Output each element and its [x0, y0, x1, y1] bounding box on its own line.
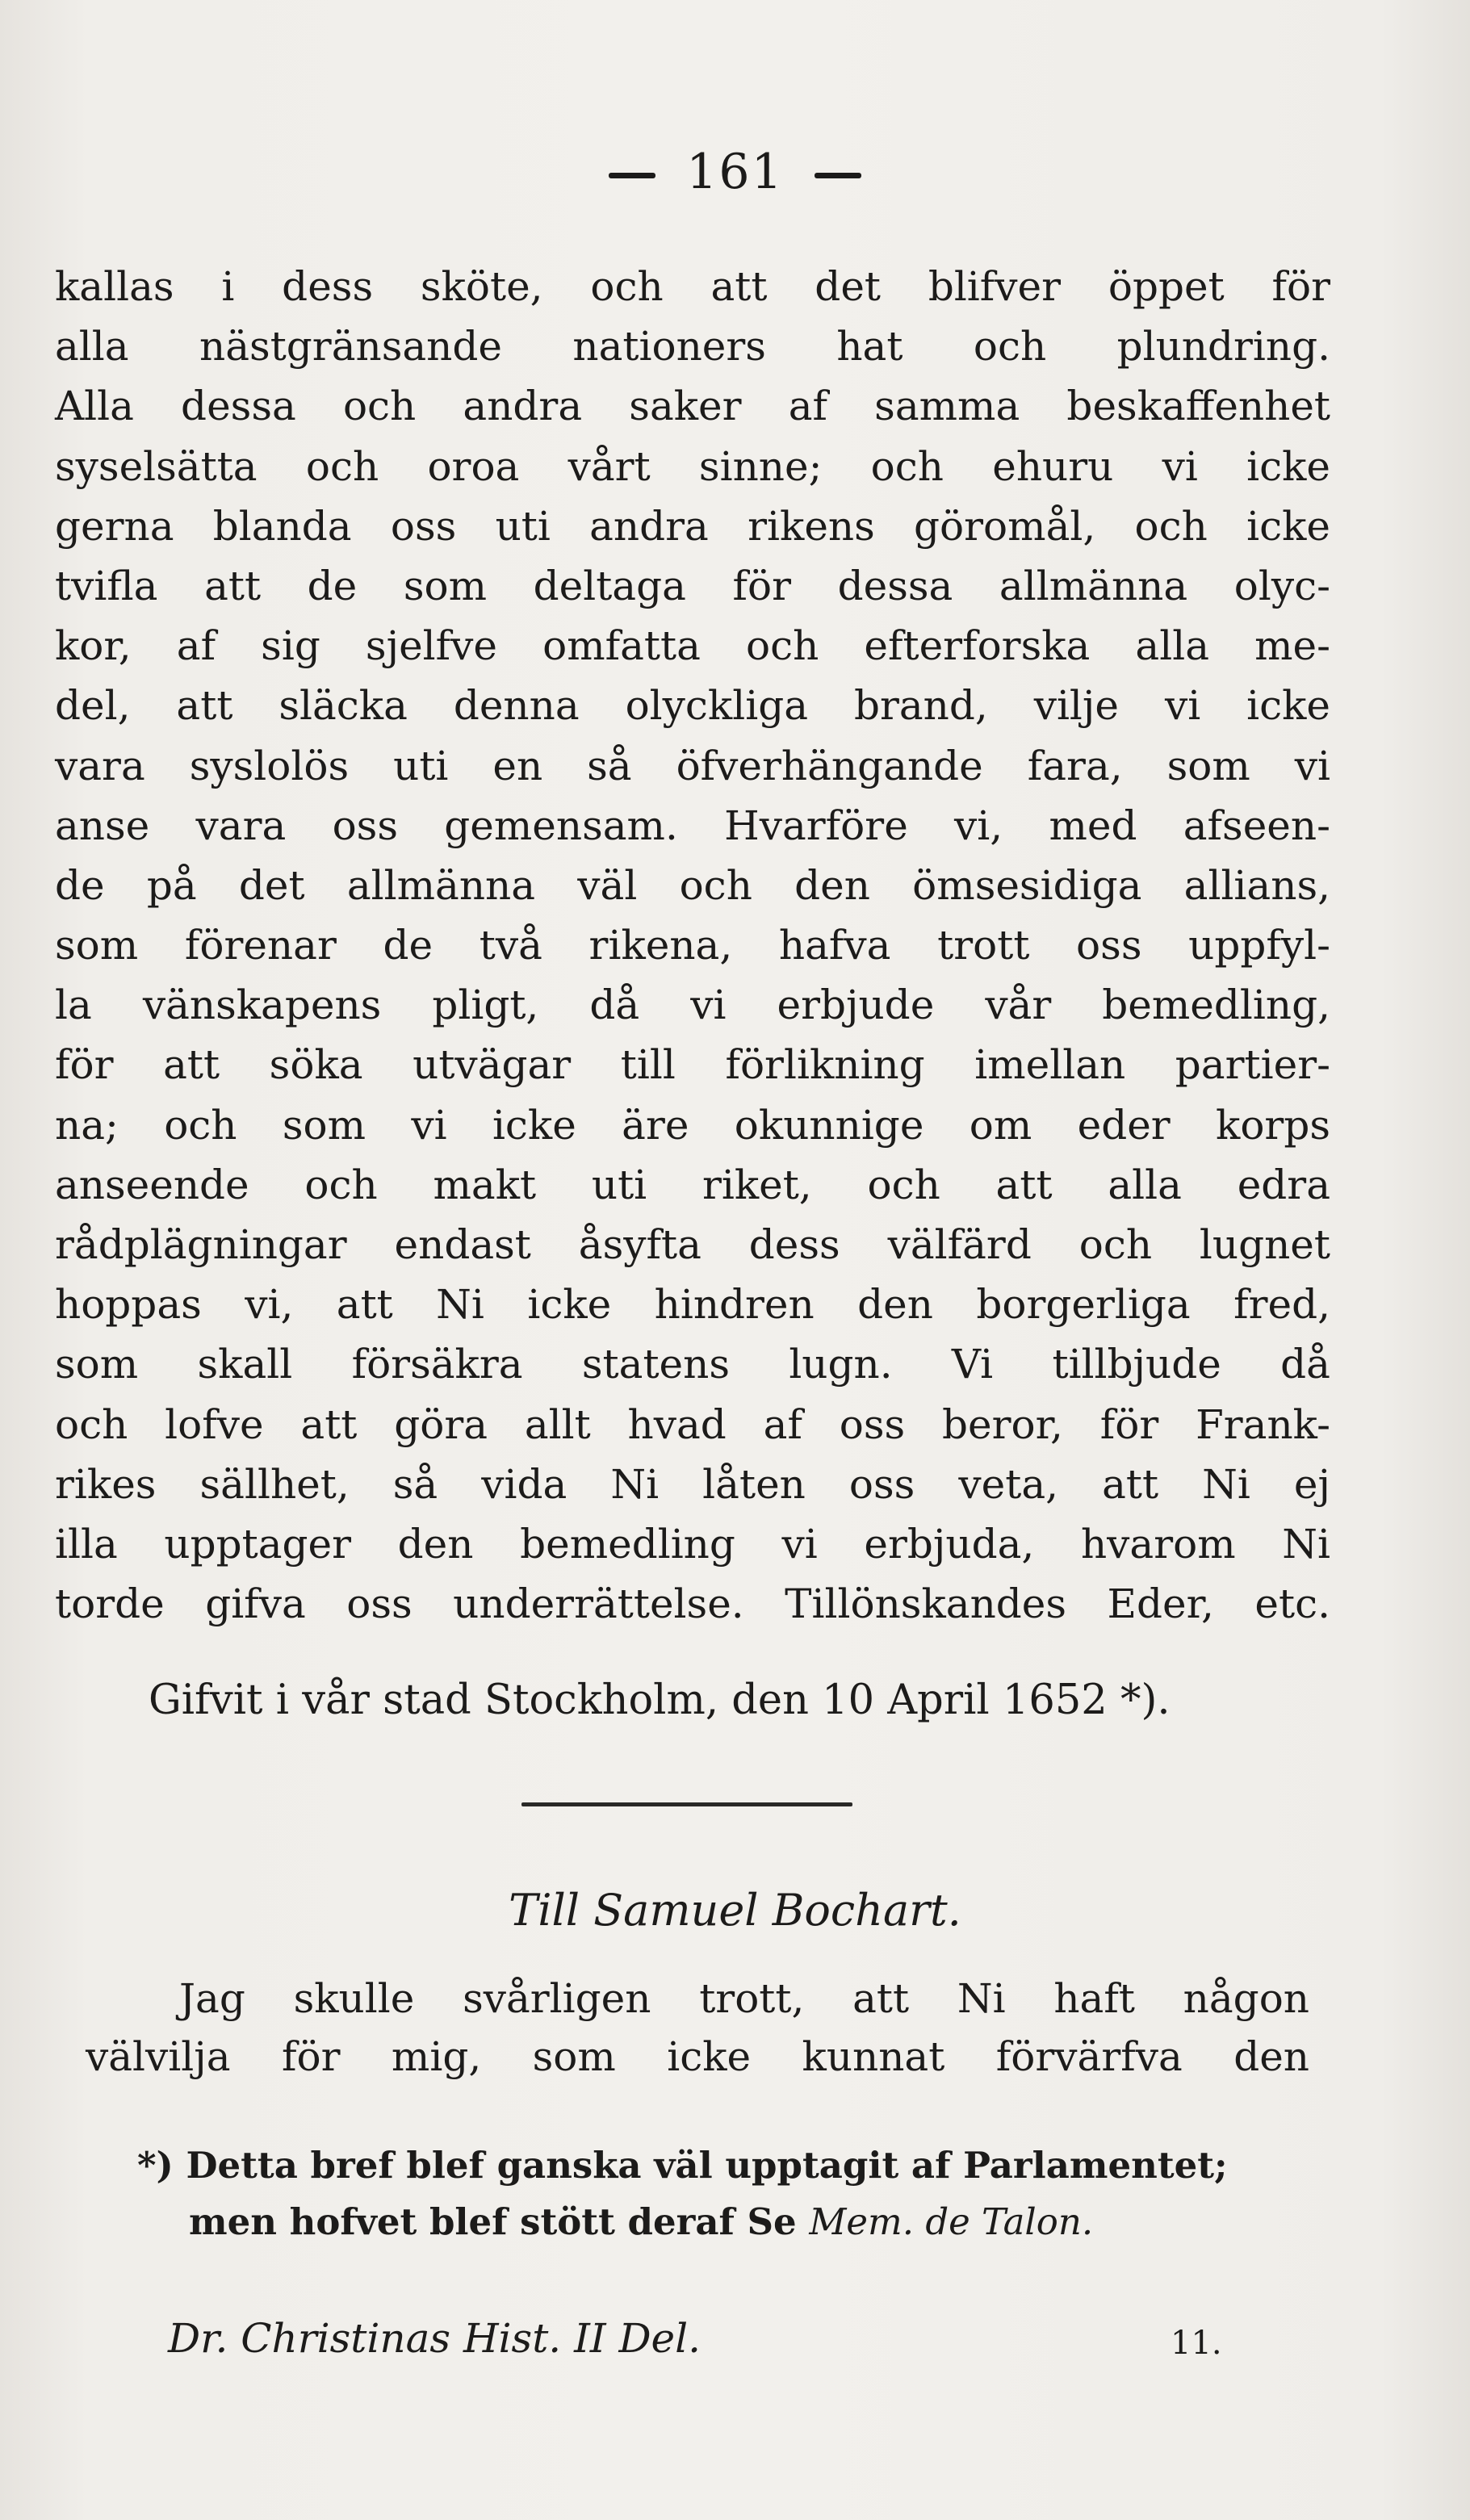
text-line: del, att släcka denna olyckliga brand, vilje vi icke [55, 682, 1330, 730]
footnote-citation: Mem. de Talon. [809, 2200, 1094, 2243]
text-line: na; och som vi icke äre okunnige om eder korps [55, 1101, 1330, 1149]
text-line: tvifla att de som deltaga för dessa allmänna olyc- [55, 562, 1330, 609]
letter-line: välvilja för mig, som icke kunnat förvärfva den [86, 2033, 1309, 2080]
text-line: gerna blanda oss uti andra rikens göromål, och icke [55, 502, 1330, 550]
letter-text-block [86, 1970, 1309, 2086]
page-number-header [0, 144, 1470, 200]
signature-mark: 11. [1171, 2325, 1222, 2362]
letter-heading: Till Samuel Bochart. [509, 1885, 961, 1936]
text-line: Alla dessa och andra saker af samma beskaffenhet [55, 383, 1330, 430]
footnote-line: *) Detta bref blef ganska väl upptagit af Parlamentet; [137, 2144, 1228, 2187]
text-line: kor, af sig sjelfve omfatta och efterforska alla me- [55, 622, 1330, 670]
right-dash-ornament [815, 173, 861, 178]
text-line: för att söka utvägar till förlikning imellan partier- [55, 1041, 1330, 1089]
text-line: torde gifva oss underrättelse. Tillönskandes Eder, etc. [55, 1580, 1330, 1628]
text-line: anse vara oss gemensam. Hvarföre vi, med afseen- [55, 802, 1330, 849]
text-line: de på det allmänna väl och den ömsesidiga allians, [55, 861, 1330, 909]
text-line: rådplägningar endast åsyfta dess välfärd och lugnet [55, 1221, 1330, 1268]
text-line: som förenar de två rikena, hafva trott oss uppfyl- [55, 922, 1330, 969]
text-line: illa upptager den bemedling vi erbjuda, hvarom Ni [55, 1520, 1330, 1568]
letter-line: Jag skulle svårligen trott, att Ni haft någon [179, 1975, 1309, 2022]
footnote-line-text: men hofvet blef stött deraf Se [189, 2200, 810, 2243]
text-line: anseende och makt uti riket, och att alla edra [55, 1161, 1330, 1208]
text-line: vara syslolös uti en så öfverhängande fara, som vi [55, 742, 1330, 789]
text-line: och lofve att göra allt hvad af oss beror, för Frank- [55, 1400, 1330, 1448]
main-text-block [55, 257, 1330, 1634]
text-line: alla nästgränsande nationers hat och plundring. [55, 323, 1330, 370]
letter-dateline: Gifvit i vår stad Stockholm, den 10 April 1652 *). [149, 1677, 1171, 1724]
footnote-line [137, 2194, 1308, 2250]
text-line: som skall försäkra statens lugn. Vi tillbjude då [55, 1341, 1330, 1388]
page-number: 161 [686, 144, 784, 200]
printer-signature: Dr. Christinas Hist. II Del. [168, 2315, 701, 2362]
text-line: kallas i dess sköte, och att det blifver öppet för [55, 263, 1330, 310]
text-line: la vänskapens pligt, då vi erbjude vår bemedling, [55, 982, 1330, 1029]
text-line: rikes sällhet, så vida Ni låten oss veta, att Ni ej [55, 1460, 1330, 1508]
text-line: syselsätta och oroa vårt sinne; och ehuru vi icke [55, 442, 1330, 490]
left-dash-ornament [609, 173, 655, 178]
footnote [137, 2137, 1308, 2250]
text-line: hoppas vi, att Ni icke hindren den borgerliga fred, [55, 1281, 1330, 1329]
section-divider-rule [521, 1802, 852, 1806]
